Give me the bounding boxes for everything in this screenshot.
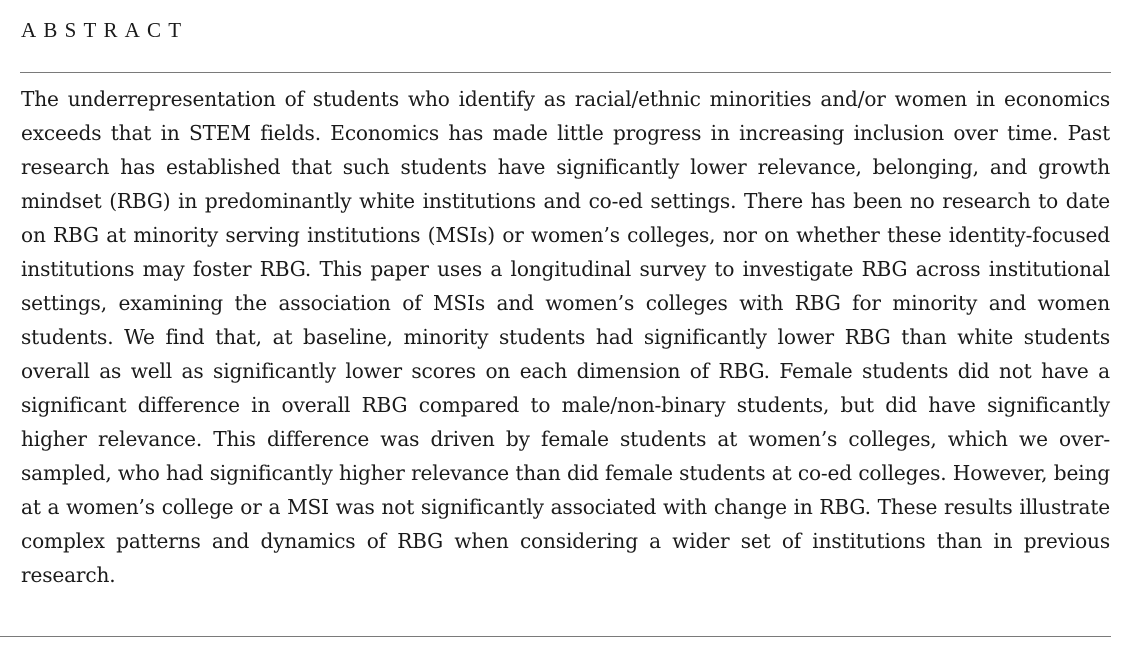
abstract-heading: ABSTRACT xyxy=(21,18,189,42)
top-divider xyxy=(20,72,1111,73)
abstract-text: The underrepresentation of students who identify as racial/ethnic minorities and/or women in economics exceeds that in STEM fields. Economics has made little progress in increasing inclusion over time. Past research has established that such students have significantly lower relevance, belonging, and growth mindset (RBG) in predominantly white institutions and co-ed settings. There has been no research to date on RBG at minority serving institutions (MSIs) or women’s colleges, nor on whether these identity-focused institutions may foster RBG. This paper uses a longitudinal survey to investigate RBG across institutional settings, examining the association of MSIs and women’s colleges with RBG for minority and women students. We find that, at baseline, minority students had significantly lower RBG than white students overall as well as significantly lower scores on each dimension of RBG. Female students did not have a significant difference in overall RBG compared to male/non-binary students, but did have significantly higher relevance. This difference was driven by female students at women’s colleges, which we over-sampled, who had significantly higher relevance than did female students at co-ed colleges. However, being at a women’s college or a MSI was not significantly associated with change in RBG. These results illustrate complex patterns and dynamics of RBG when considering a wider set of institutions than in previous research. xyxy=(21,87,1110,587)
bottom-divider xyxy=(0,636,1111,637)
